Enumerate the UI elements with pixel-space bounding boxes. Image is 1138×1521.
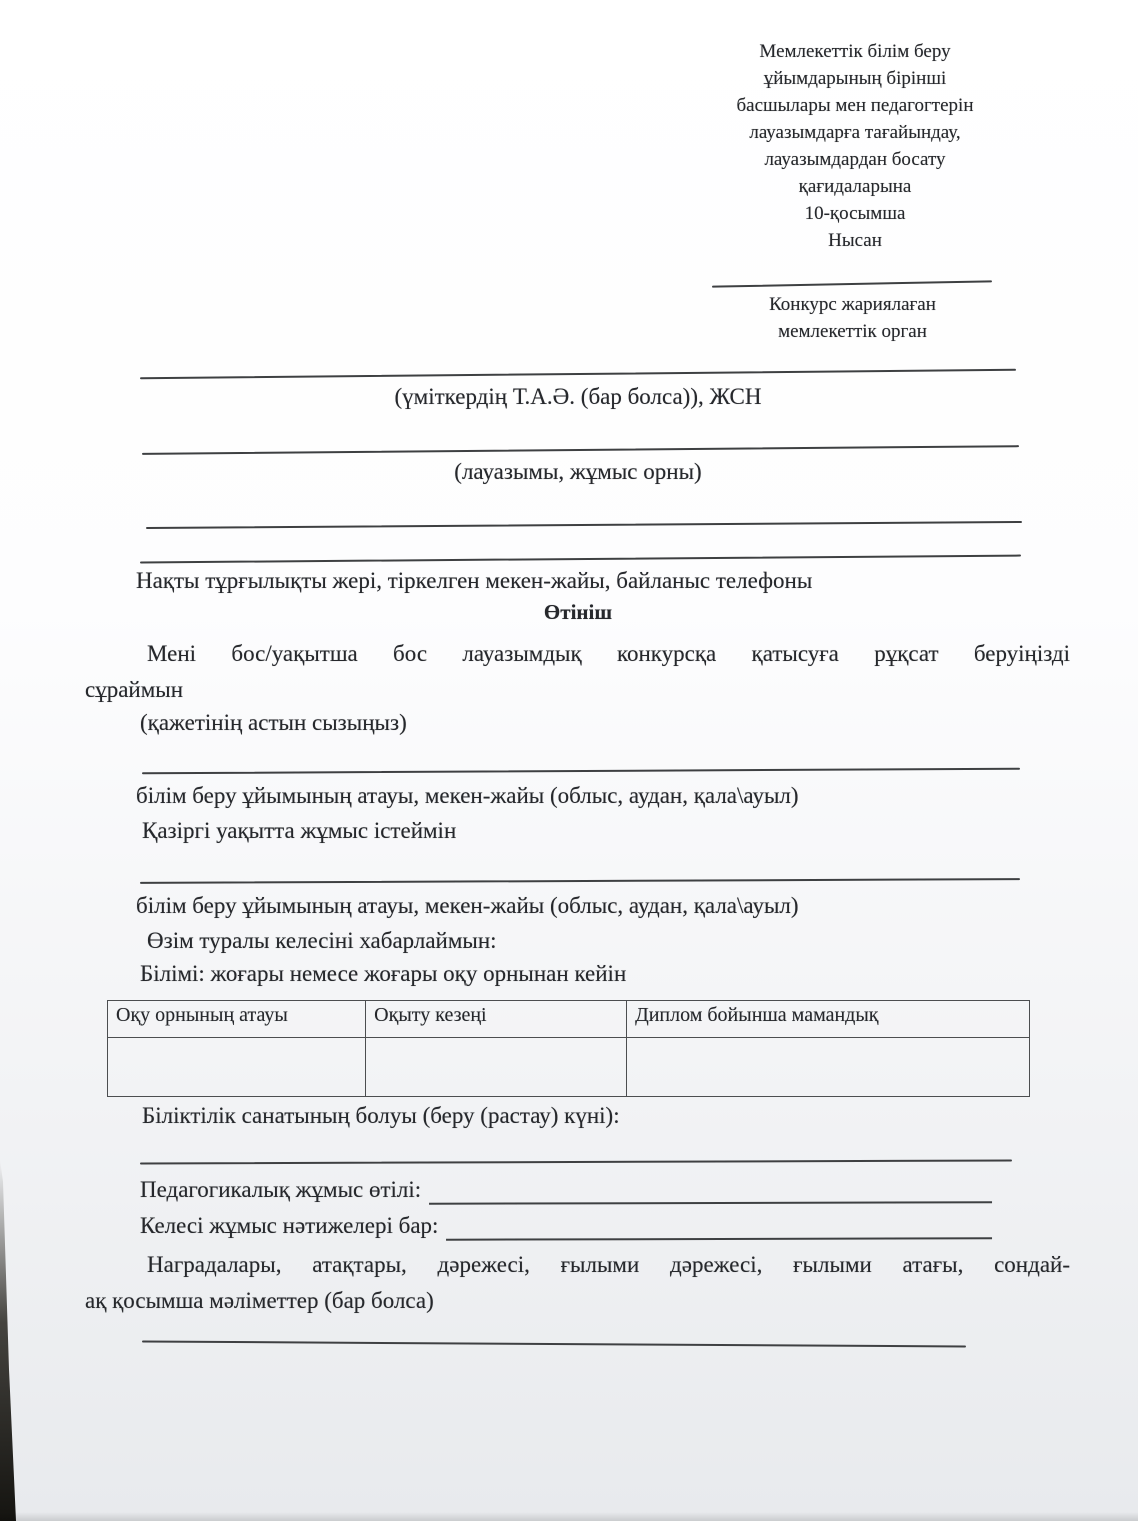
header-note-line: Нысан [828,230,882,251]
candidate-caption: (үміткердің Т.А.Ә. (бар болса)), ЖСН [394,384,762,409]
current-org-blank-line [140,878,1020,884]
table-cell [108,1038,366,1097]
org-name-caption: білім беру ұйымының атауы, мекен-жайы (облыс, аудан, қала\ауыл) [136,893,799,918]
position-caption: (лауазымы, жұмыс орны) [454,459,702,484]
form-title: Өтініш [543,600,613,624]
request-line: Мені бос/уақытша бос лауазымдық конкурсқа қатысуға рұқсат беруіңізді [147,641,1070,666]
results-blank-line [446,1213,992,1240]
header-note-line: қағидаларына [798,176,912,197]
education-table [107,1000,1030,1097]
table-header-period: Оқыту кезеңі [366,1001,627,1038]
results-label: Келесі жұмыс нәтижелері бар: [140,1213,439,1238]
address-caption: Нақты тұрғылықты жері, тіркелген мекен-жайы, байланыс телефоны [136,568,813,593]
about-me-text: Өзім туралы келесіні хабарлаймын: [147,928,497,953]
experience-label: Педагогикалық жұмыс өтілі: [140,1177,422,1202]
awards-paragraph [85,1247,1070,1319]
table-header-row [108,1001,1030,1038]
table-cell [627,1038,1030,1097]
table-cell [366,1038,627,1097]
header-note-line: лауазымдардан босату [764,149,946,170]
education-text: Білімі: жоғары немесе жоғары оқу орнынан кейін [140,961,627,986]
request-paragraph [85,636,1070,708]
experience-field-row [140,1175,992,1204]
header-note-block [690,38,1020,254]
experience-blank-line [429,1177,992,1204]
table-header-specialty: Диплом бойынша мамандық [627,1001,1030,1038]
address-blank-line [140,555,1021,564]
request-line: сұраймын [85,677,184,702]
qualification-blank-line [140,1159,1012,1164]
header-note-line: лауазымдарға тағайындау, [749,122,961,143]
qualification-text: Біліктілік санатының болуы (беру (растау) күні): [142,1103,620,1128]
awards-line: Наградалары, атақтары, дәрежесі, ғылыми дәрежесі, ғылыми атағы, сондай- [147,1252,1070,1277]
header-note-line: Мемлекеттік білім беру [759,41,951,62]
underline-note: (қажетінің астын сызыңыз) [140,710,407,735]
awards-blank-line [142,1340,966,1347]
results-field-row [140,1211,992,1240]
org-blank-line [712,280,992,287]
scan-edge-artifact [0,1160,16,1521]
org-caption-line: мемлекеттік орган [778,321,927,342]
current-work-text: Қазіргі уақытта жұмыс істеймін [142,818,457,843]
org-name-blank-line [142,768,1020,775]
scan-bottom-shadow [0,1512,1138,1521]
org-name-caption: білім беру ұйымының атауы, мекен-жайы (облыс, аудан, қала\ауыл) [136,783,799,808]
candidate-blank-line [140,369,1016,379]
address-blank-line [146,521,1022,529]
header-note-line: 10-қосымша [804,203,906,224]
table-header-school: Оқу орнының атауы [108,1001,366,1038]
header-note-line: ұйымдарының бірінші [763,68,947,89]
table-row [108,1038,1030,1097]
org-caption-block [700,291,1005,345]
position-blank-line [142,445,1019,455]
header-note-line: басшылары мен педагогтерін [736,95,974,116]
org-caption-line: Конкурс жариялаған [769,294,936,315]
awards-line: ақ қосымша мәліметтер (бар болса) [85,1288,434,1313]
